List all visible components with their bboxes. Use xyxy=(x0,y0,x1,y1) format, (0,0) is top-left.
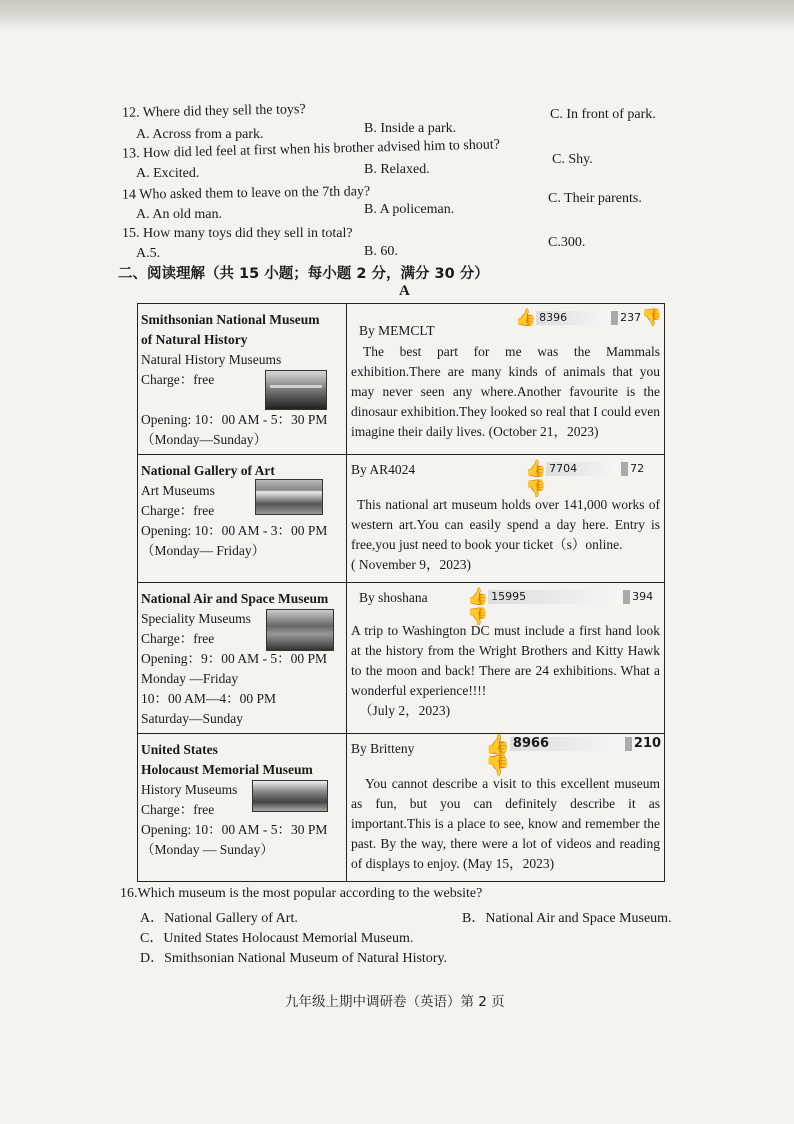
rating-meter xyxy=(611,311,618,325)
question-16-stem: 16.Which museum is the most popular according to the website? xyxy=(120,886,483,901)
thumbs-down-icon: 👎 xyxy=(467,607,489,627)
museum-category: History Museums xyxy=(141,782,238,797)
question-14-option-c: C. Their parents. xyxy=(548,191,642,206)
museum-charge: Charge：free xyxy=(141,631,215,646)
review-text: This national art museum holds over 141,000 works of western art.You can easily spend a day here. Entry is free,you just need to book your ticket（s）online. xyxy=(351,497,660,552)
museum-info-cell xyxy=(138,734,347,882)
question-15-option-b: B. 60. xyxy=(364,244,398,259)
review-author: By Britteny xyxy=(351,741,415,756)
thumbs-down-icon: 👎 xyxy=(641,308,663,328)
table-row xyxy=(138,455,665,583)
dislikes-count: 394 xyxy=(632,590,654,603)
question-15-stem: 15. How many toys did they sell in total? xyxy=(122,226,353,241)
museum-name: National Gallery of Art xyxy=(141,463,275,478)
question-12-option-b: B. Inside a park. xyxy=(364,121,457,136)
museum-charge: Charge：free xyxy=(141,372,215,387)
museum-info-cell xyxy=(138,455,347,583)
review-text: You cannot describe a visit to this excellent museum as fun, but you can definitely describe it as important.This is a place to see, know and remember the past. By the way, there were a lot of videos and reading of displays to enjoy. (May 15，2023) xyxy=(351,776,660,871)
question-12-option-c: C. In front of park. xyxy=(550,107,656,122)
museum-info-cell xyxy=(138,304,347,455)
review-author: By AR4024 xyxy=(351,462,416,477)
rating-bar xyxy=(485,732,664,777)
likes-count: 7704 xyxy=(546,462,619,476)
thumbs-down-icon: 👎 xyxy=(525,479,547,499)
museum-name: National Air and Space Museum xyxy=(141,591,329,606)
question-15-option-a: A.5. xyxy=(136,246,161,261)
question-16-option-c: C．United States Holocaust Memorial Museum. xyxy=(140,931,414,946)
museum-opening: Opening: 10：00 AM - 3：00 PM （Monday— Friday） xyxy=(141,523,328,558)
rating-meter xyxy=(621,462,628,476)
passage-label: A xyxy=(399,283,410,299)
question-14-option-b: B. A policeman. xyxy=(364,202,455,217)
museum-category: Art Museums xyxy=(141,483,215,498)
question-13-option-c: C. Shy. xyxy=(552,152,593,167)
question-16-option-d: D．Smithsonian National Museum of Natural History. xyxy=(140,951,448,966)
dislikes-count: 237 xyxy=(620,311,642,324)
question-13-stem: 13. How did led feel at first when his brother advised him to shout? xyxy=(121,137,501,162)
museum-photo xyxy=(265,370,327,410)
question-15-option-c: C.300. xyxy=(548,235,586,250)
thumbs-up-icon: 👍 xyxy=(525,459,547,479)
museum-charge: Charge：free xyxy=(141,503,215,518)
question-12-stem: 12. Where did they sell the toys? xyxy=(121,102,306,121)
museum-table xyxy=(137,303,665,882)
review-author: By MEMCLT xyxy=(359,323,435,338)
rating-meter xyxy=(625,737,632,751)
museum-info-cell xyxy=(138,583,347,734)
museum-photo xyxy=(252,780,328,812)
likes-count: 8396 xyxy=(536,311,609,325)
question-14-option-a: A. An old man. xyxy=(136,207,222,222)
page-top-shadow xyxy=(0,0,794,30)
rating-meter xyxy=(623,590,630,604)
museum-opening: Opening: 10：00 AM - 5：30 PM （Monday — Sunday） xyxy=(141,822,328,857)
thumbs-up-icon: 👍 xyxy=(485,732,510,756)
dislikes-count: 72 xyxy=(630,462,645,475)
thumbs-up-icon: 👍 xyxy=(467,587,489,607)
question-16-option-b: B．National Air and Space Museum. xyxy=(462,911,672,926)
review-author: By shoshana xyxy=(359,590,428,605)
question-14-stem: 14 Who asked them to leave on the 7th day? xyxy=(121,184,371,203)
rating-bar xyxy=(525,459,664,499)
question-16-option-a: A．National Gallery of Art. xyxy=(140,911,298,926)
table-row xyxy=(138,583,665,734)
review-text: The best part for me was the Mammals exhibition.There are many kinds of animals that you may never seen any where.Another favourite is the dinosaur exhibition.They looked so real that I could even imagine their daily lives. (October 21，2023) xyxy=(351,344,660,439)
review-cell xyxy=(347,455,665,583)
question-13-option-a: A. Excited. xyxy=(136,166,200,181)
page-footer: 九年级上期中调研卷（英语）第 2 页 xyxy=(285,994,505,1010)
museum-opening: Opening: 10：00 AM - 5：30 PM （Monday—Sunday） xyxy=(141,412,328,447)
museum-photo xyxy=(266,609,334,651)
review-cell xyxy=(347,583,665,734)
museum-category: Speciality Museums xyxy=(141,611,251,626)
likes-count: 15995 xyxy=(488,590,621,604)
museum-opening: Opening：9：00 AM - 5：00 PM Monday —Friday 10：00 AM—4：00 PM Saturday—Sunday xyxy=(141,651,328,726)
rating-bar xyxy=(467,587,664,627)
question-12-option-a: A. Across from a park. xyxy=(136,127,264,142)
review-cell xyxy=(347,734,665,882)
rating-bar xyxy=(515,308,662,330)
museum-name: Smithsonian National Museum of Natural History xyxy=(141,312,320,347)
thumbs-up-icon: 👍 xyxy=(515,308,537,328)
museum-charge: Charge：free xyxy=(141,802,215,817)
review-date: （July 2，2023) xyxy=(359,703,451,718)
likes-count: 8966 xyxy=(510,737,623,751)
dislikes-count: 210 xyxy=(633,736,662,751)
table-row xyxy=(138,304,665,455)
review-date: ( November 9，2023) xyxy=(351,557,471,572)
museum-name: United States Holocaust Memorial Museum xyxy=(141,742,313,777)
question-13-option-b: B. Relaxed. xyxy=(364,162,430,177)
review-cell xyxy=(347,304,665,455)
museum-photo xyxy=(255,479,323,515)
thumbs-down-icon: 👎 xyxy=(485,752,510,777)
section-title: 二、阅读理解（共 15 小题；每小题 2 分，满分 30 分） xyxy=(118,266,489,282)
table-row xyxy=(138,734,665,882)
review-text: A trip to Washington DC must include a first hand look at the history from the Wright Brothers and Kitty Hawk to the moon and back! There are 24 exhibitions. What a wonderful experience!!!! xyxy=(351,623,660,698)
museum-category: Natural History Museums xyxy=(141,352,282,367)
